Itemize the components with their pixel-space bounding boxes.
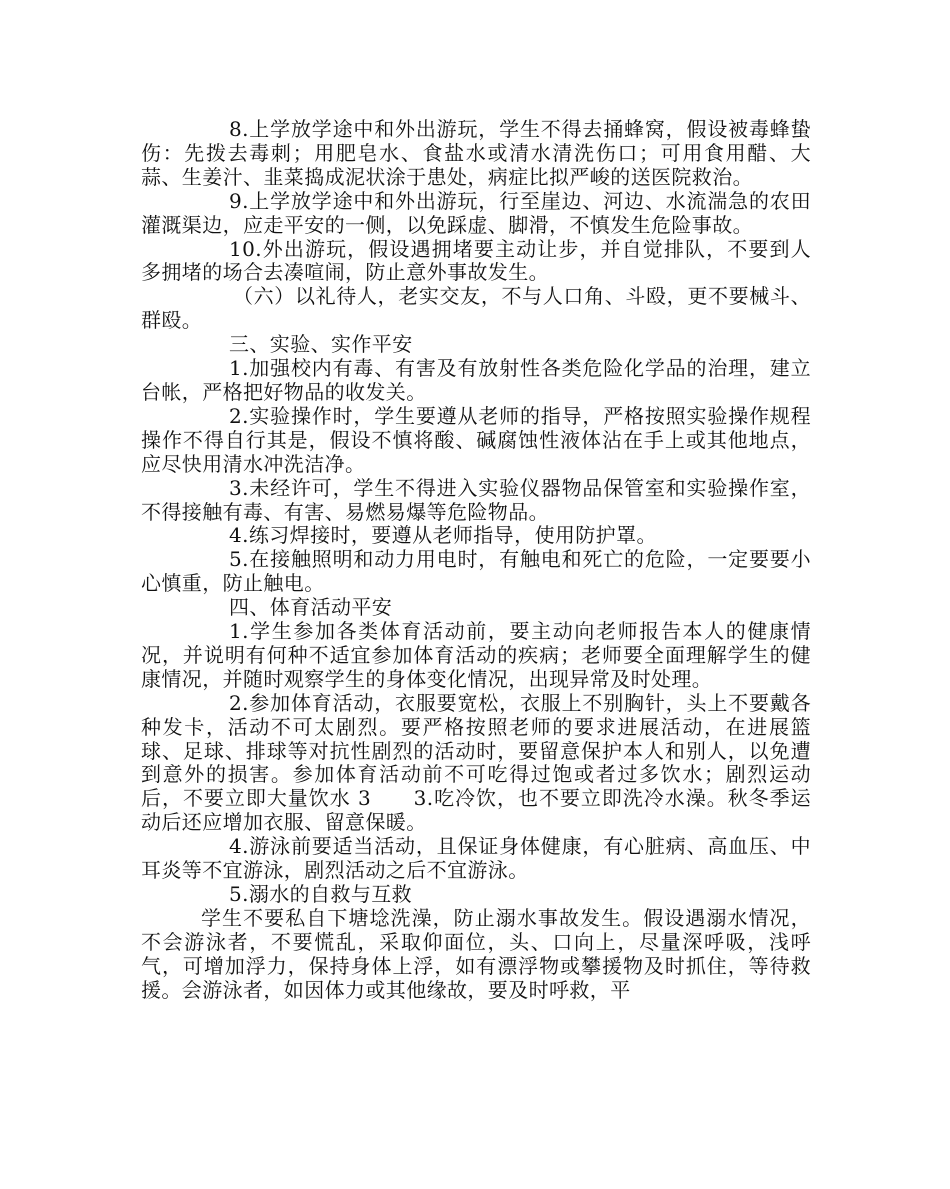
paragraph-sports-item-1: 1.学生参加各类体育活动前，要主动向老师报告本人的健康情况，并说明有何种不适宜参加体育活动的疾病；老师要全面理解学生的健康情况，并随时观察学生的身体变化情况，出现异常及时处理。 [141,619,811,691]
paragraph-lab-item-3: 3.未经许可，学生不得进入实验仪器物品保管室和实验操作室，不得接触有毒、有害、易燃易爆等危险物品。 [141,475,811,524]
paragraph-lab-item-4: 4.练习焊接时，要遵从老师指导，使用防护罩。 [229,523,657,548]
paragraph-sports-item-2: 2.参加体育活动，衣服要宽松，衣服上不别胸针，头上不要戴各种发卡，活动不可太剧烈。要严格按照老师的要求进展活动，在进展篮球、足球、排球等对抗性剧烈的活动时，要留意保护本人和别人，以免遭到意外的损害。参加体育活动前不可吃得过饱或者过多饮水；剧烈运动后，不要立即大量饮水 3 3.吃冷饮，也不要立即洗冷水澡。秋冬季运动后还应增加衣服、留意保暖。 [141,690,811,835]
heading-sports-safety: 四、体育活动平安 [229,595,393,620]
paragraph-section-6: （六）以礼待人，老实交友，不与人口角、斗殴，更不要械斗、群殴。 [141,284,811,333]
heading-drowning-rescue: 5.溺水的自救与互救 [229,882,413,906]
paragraph-sports-item-4: 4.游泳前要适当活动，且保证身体健康，有心脏病、高血压、中耳炎等不宜游泳，剧烈活动之后不宜游泳。 [141,834,811,883]
paragraph-lab-item-5: 5.在接触照明和动力用电时，有触电和死亡的危险，一定要要小心慎重，防止触电。 [141,547,811,596]
paragraph-item-8: 8.上学放学途中和外出游玩，学生不得去捅蜂窝，假设被毒蜂蛰伤：先拨去毒刺；用肥皂水、食盐水或清水清洗伤口；可用食用醋、大蒜、生姜汁、韭菜捣成泥状涂于患处，病症比拟严峻的送医院救治。 [141,117,811,189]
document-body [141,118,811,1003]
paragraph-lab-item-2: 2.实验操作时，学生要遵从老师的指导，严格按照实验操作规程操作不得自行其是，假设不慎将酸、碱腐蚀性液体沾在手上或其他地点，应尽快用清水冲洗洁净。 [141,403,811,476]
paragraph-item-10: 10.外出游玩，假设遇拥堵要主动让步，并自觉排队，不要到人多拥堵的场合去凑喧闹，防止意外事故发生。 [141,236,811,285]
paragraph-lab-item-1: 1.加强校内有毒、有害及有放射性各类危险化学品的治理，建立台帐，严格把好物品的收发关。 [141,356,811,404]
paragraph-drowning-body: 学生不要私自下塘埝洗澡，防止溺水事故发生。假设遇溺水情况，不会游泳者，不要慌乱，采取仰面位，头、口向上，尽量深呼吸，浅呼气，可增加浮力，保持身体上浮，如有漂浮物或攀援物及时抓住，等待救援。会游泳者，如因体力或其他缘故，要及时呼救，平 [141,905,811,1002]
paragraph-item-9: 9.上学放学途中和外出游玩，行至崖边、河边、水流湍急的农田灌溉渠边，应走平安的一侧，以免踩虚、脚滑，不慎发生危险事故。 [141,188,811,237]
heading-lab-safety: 三、实验、实作平安 [229,332,413,357]
